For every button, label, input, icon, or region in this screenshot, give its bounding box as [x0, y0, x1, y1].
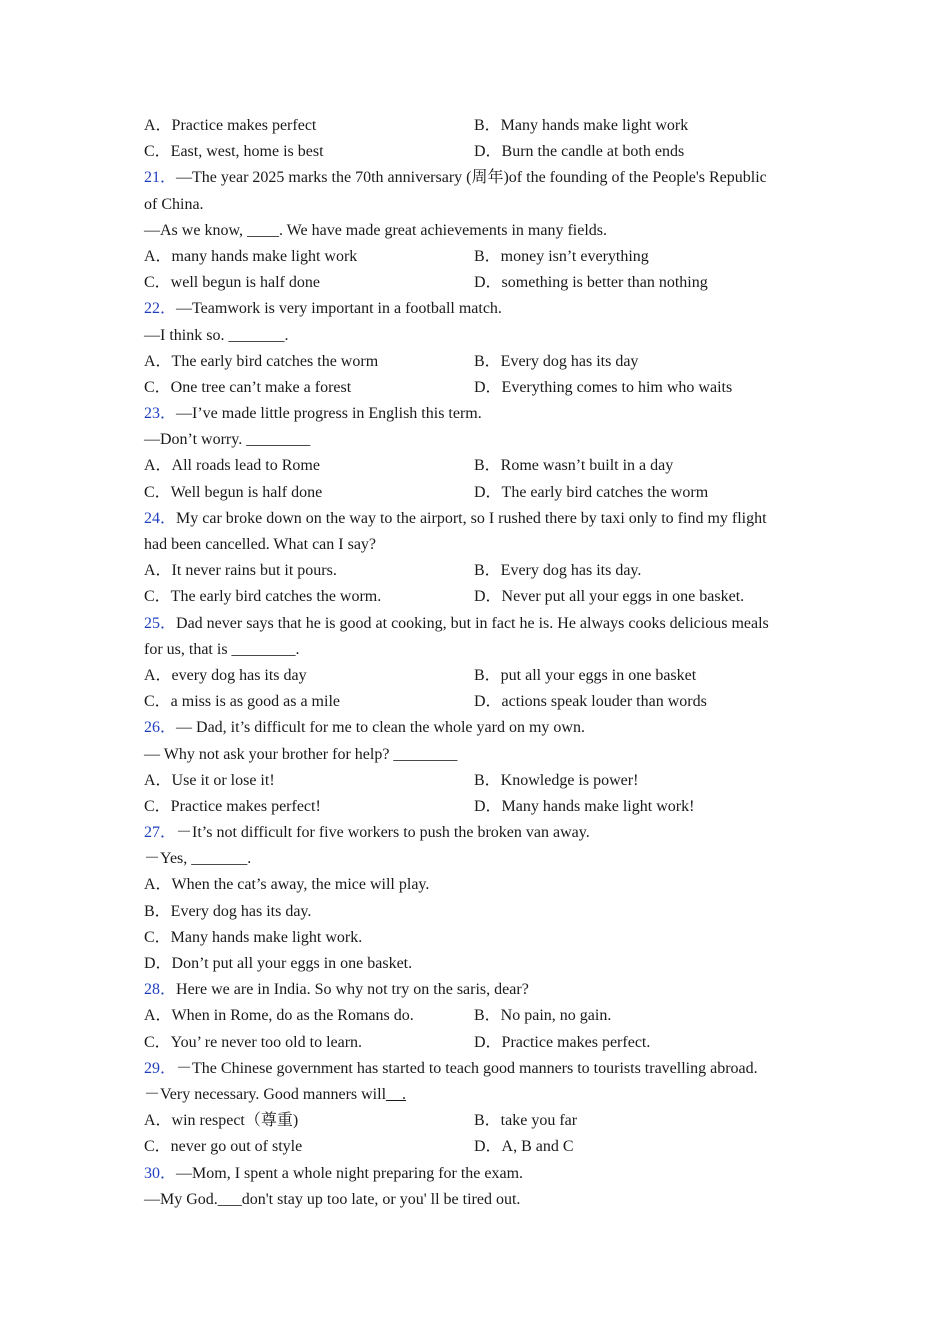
option-b: B．take you far — [474, 1112, 578, 1130]
option-c: C．East, west, home is best — [144, 143, 324, 161]
question-list — [144, 113, 804, 1213]
question-text: — Dad, it’s difficult for me to clean the whole yard on my own. — [176, 719, 585, 737]
option-a: A．The early bird catches the worm — [144, 352, 379, 370]
option-d: D．something is better than nothing — [474, 274, 708, 292]
question-text: －Yes, _______. — [144, 850, 252, 868]
option-b: B．Rome wasn’t built in a day — [474, 457, 674, 475]
option-c: C．never go out of style — [144, 1138, 303, 1156]
option-a: A．every dog has its day — [144, 666, 307, 684]
option-c: C．The early bird catches the worm. — [144, 588, 382, 606]
question-text: —Don’t worry. ________ — [144, 431, 311, 449]
option-c: C．One tree can’t make a forest — [144, 378, 352, 396]
question-number: 27． — [144, 824, 177, 842]
question-26 — [144, 715, 804, 820]
question-number: 29． — [144, 1059, 177, 1077]
option-c: C．Well begun is half done — [144, 483, 323, 501]
option-a: A．Practice makes perfect — [144, 117, 317, 134]
question-27 — [144, 820, 804, 977]
option-a: A．All roads lead to Rome — [144, 457, 320, 475]
option-b: B．Many hands make light work — [474, 117, 689, 134]
option-a: A．win respect（尊重) — [144, 1112, 299, 1130]
question-number: 28． — [144, 981, 177, 999]
option-row — [144, 139, 804, 165]
question-number: 30． — [144, 1164, 177, 1182]
question-23 — [144, 401, 804, 506]
option-b: B．Knowledge is power! — [474, 771, 639, 789]
question-text: －Very necessary. Good manners will — [144, 1085, 387, 1103]
question-text: —I think so. _______. — [144, 326, 289, 344]
question-text: －It’s not difficult for five workers to push the broken van away. — [176, 824, 590, 842]
question-21 — [144, 165, 804, 296]
option-b: B．money isn’t everything — [474, 247, 649, 265]
option-a: A．It never rains but it pours. — [144, 562, 337, 580]
question-text: —Mom, I spent a whole night preparing for the exam. — [176, 1164, 524, 1182]
question-number: 23． — [144, 405, 177, 423]
option-c: C．well begun is half done — [144, 274, 320, 292]
question-number: 22． — [144, 300, 177, 318]
question-text: of China. — [144, 195, 204, 213]
question-text: —The year 2025 marks the 70th anniversary (周年)of the founding of the People's Republic — [176, 169, 767, 187]
question-29 — [144, 1056, 804, 1161]
question-text: —Teamwork is very important in a football match. — [176, 300, 502, 318]
option-d: D．actions speak louder than words — [474, 693, 707, 711]
option-a: A．When in Rome, do as the Romans do. — [144, 1007, 414, 1025]
question-number: 26． — [144, 719, 177, 737]
question-30 — [144, 1161, 804, 1213]
question-28 — [144, 977, 804, 1056]
option-c: C．Practice makes perfect! — [144, 797, 321, 815]
question-22 — [144, 296, 804, 401]
question-text: had been cancelled. What can I say? — [144, 536, 377, 553]
question-25 — [144, 611, 804, 716]
option-d: D．A, B and C — [474, 1138, 574, 1156]
option-d: D．Never put all your eggs in one basket. — [474, 588, 745, 606]
option-d: D．Everything comes to him who waits — [474, 378, 733, 396]
answer-blank: __. — [386, 1085, 407, 1103]
question-text: —I’ve made little progress in English this term. — [176, 405, 482, 423]
option-d: D．Don’t put all your eggs in one basket. — [144, 955, 413, 972]
option-d: D．Practice makes perfect. — [474, 1033, 651, 1051]
question-text: －The Chinese government has started to teach good manners to tourists travelling abroad. — [176, 1059, 758, 1077]
option-b: B．Every dog has its day — [474, 352, 639, 370]
question-text: My car broke down on the way to the airport, so I rushed there by taxi only to find my flight — [176, 509, 767, 527]
question-text: for us, that is ________. — [144, 640, 300, 658]
question-24 — [144, 506, 804, 611]
question-number: 24． — [144, 509, 177, 527]
option-d: D．Many hands make light work! — [474, 797, 695, 815]
option-b: B．put all your eggs in one basket — [474, 666, 697, 684]
option-c: C．a miss is as good as a mile — [144, 693, 340, 711]
question-number: 21． — [144, 169, 177, 187]
question-text: Here we are in India. So why not try on the saris, dear? — [176, 981, 529, 999]
option-a: A．When the cat’s away, the mice will play. — [144, 876, 430, 894]
option-b: B．Every dog has its day. — [144, 902, 312, 920]
question-number: 25． — [144, 614, 177, 632]
option-a: A．Use it or lose it! — [144, 771, 275, 789]
option-b: B．Every dog has its day. — [474, 562, 642, 580]
question-text: —As we know, ____. We have made great achievements in many fields. — [144, 221, 608, 239]
option-c: C．Many hands make light work. — [144, 928, 363, 946]
option-b: B．No pain, no gain. — [474, 1007, 612, 1025]
option-c: C．You’ re never too old to learn. — [144, 1033, 363, 1051]
option-row — [144, 113, 804, 139]
option-d: D．Burn the candle at both ends — [474, 143, 685, 161]
question-text: —My God.___don't stay up too late, or you' ll be tired out. — [144, 1190, 521, 1208]
option-d: D．The early bird catches the worm — [474, 483, 709, 501]
question-text: — Why not ask your brother for help? ________ — [144, 745, 458, 763]
question-text: Dad never says that he is good at cooking, but in fact he is. He always cooks delicious meals — [176, 614, 769, 632]
option-a: A．many hands make light work — [144, 247, 358, 265]
